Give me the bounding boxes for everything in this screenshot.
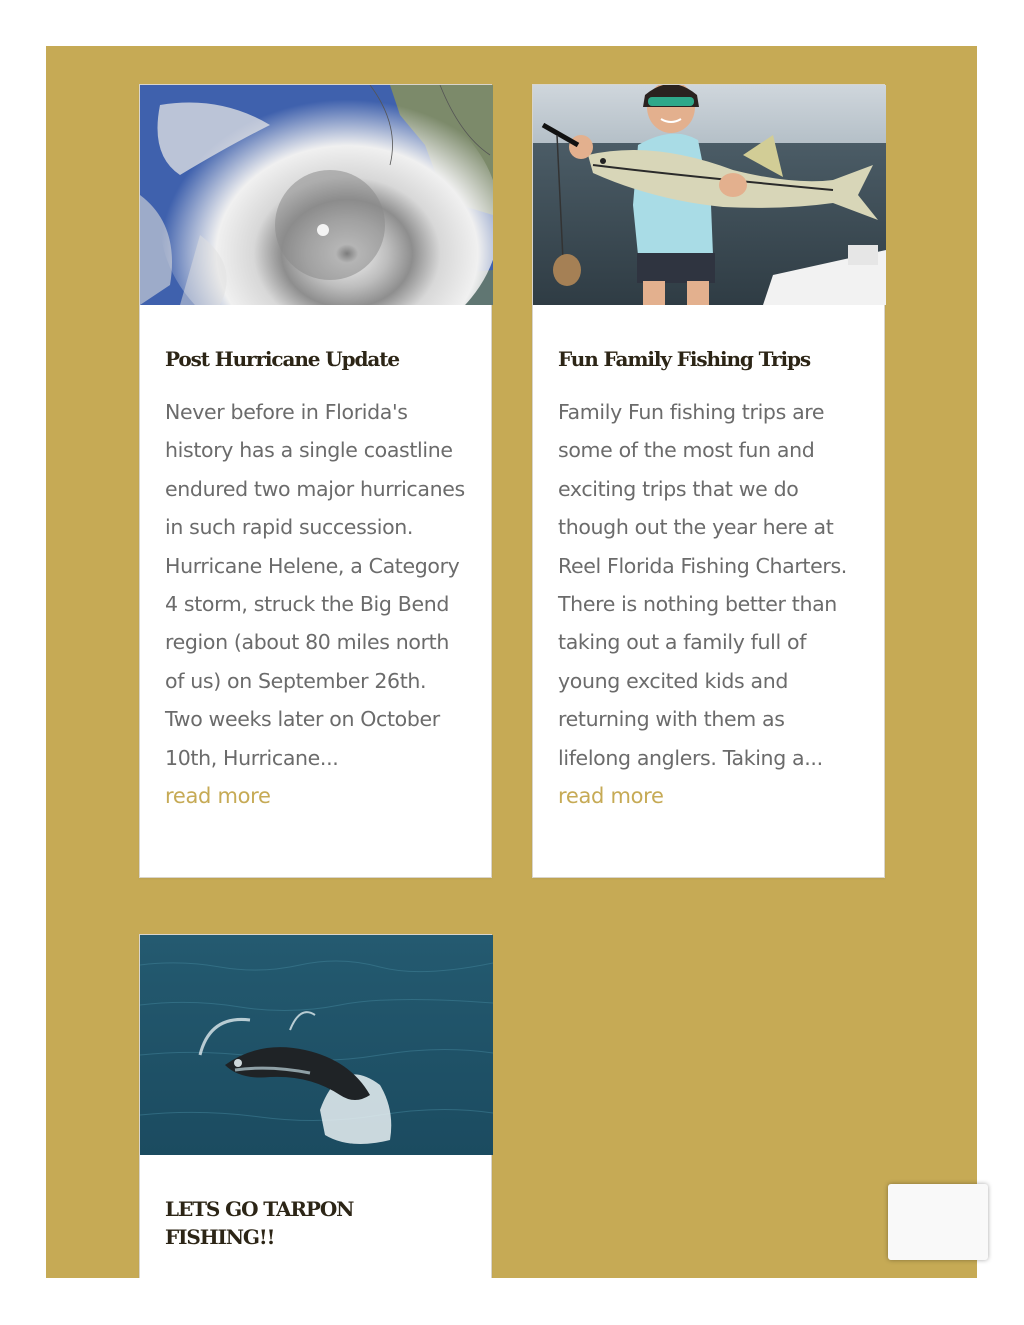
read-more-link[interactable]: read more	[165, 784, 271, 809]
recaptcha-badge[interactable]	[888, 1184, 988, 1260]
hurricane-satellite-image	[140, 85, 493, 305]
post-image-link[interactable]	[140, 85, 493, 305]
jumping-tarpon-image	[140, 935, 493, 1155]
post-title[interactable]: LETS GO TARPON FISHING!!	[165, 1197, 354, 1249]
post-excerpt: Never before in Florida's history has a single coastline endured two major hurricanes in such rapid succession. Hurricane Helene, a Category 4 storm, struck the Big Bend region (about 80 miles north of us) on September 26th. Two weeks later on October 10th, Hurricane...	[165, 400, 465, 770]
post-image-link[interactable]	[533, 85, 886, 305]
post-title[interactable]: Fun Family Fishing Trips	[558, 347, 810, 371]
post-card-tarpon	[139, 934, 492, 1278]
post-card-hurricane	[139, 84, 492, 878]
blog-section	[46, 46, 977, 1278]
post-card-family-fishing	[532, 84, 885, 878]
post-excerpt: Family Fun fishing trips are some of the most fun and exciting trips that we do though out the year here at Reel Florida Fishing Charters. There is nothing better than taking out a family full of young excited kids and returning with them as lifelong anglers. Taking a...	[558, 400, 847, 770]
post-title[interactable]: Post Hurricane Update	[165, 347, 400, 371]
post-image-link[interactable]	[140, 935, 493, 1155]
read-more-link[interactable]: read more	[558, 784, 664, 809]
angler-with-snook-image	[533, 85, 886, 305]
